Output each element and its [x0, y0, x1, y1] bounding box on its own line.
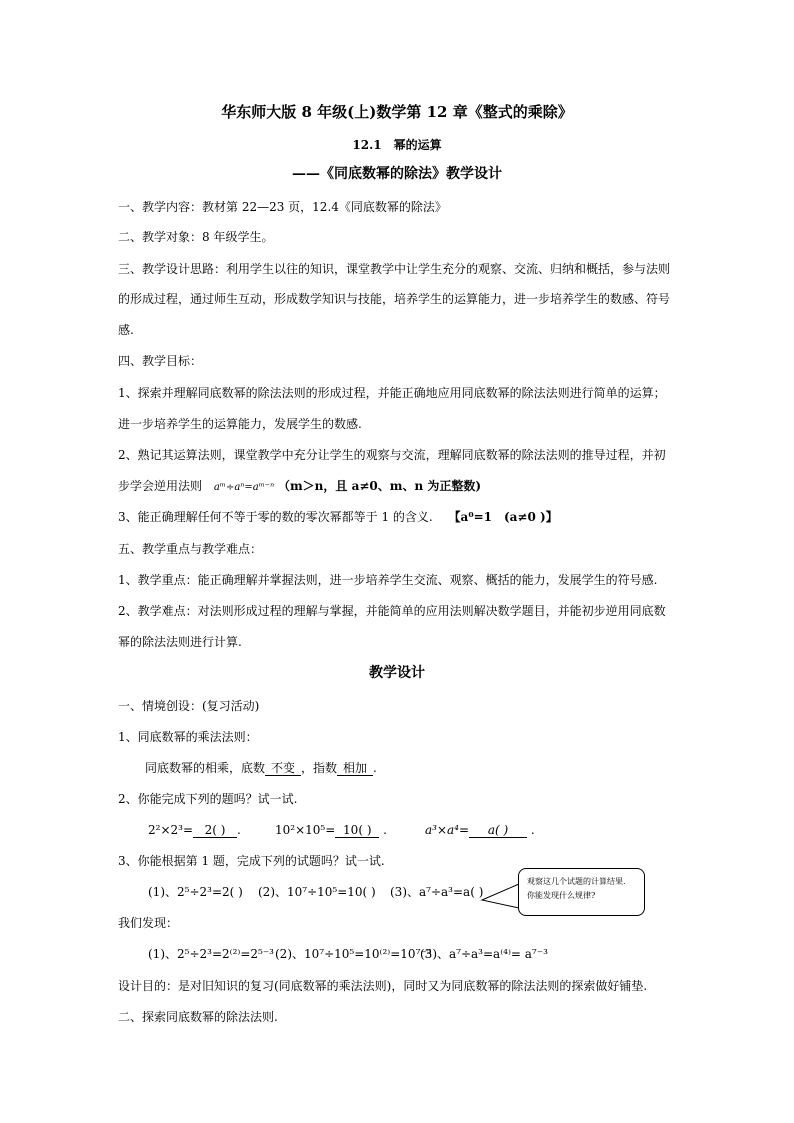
goal2-line1: 2、熟记其运算法则，课堂教学中充分让学生的观察与交流，理解同底数幂的除法法则的推导过程，并初 [118, 448, 666, 462]
exercise-c: a³×a⁴= a( ) . [425, 823, 535, 837]
goal2-prefix: 步学会逆用法则 [118, 479, 203, 493]
explore-heading: 二、探索同底数幂的除法法则. [118, 1010, 278, 1024]
goal3-formula: 【a⁰=1 (a≠0 )】 [448, 510, 558, 524]
q3-item-c: (3)、a⁷÷a³=a( ) [390, 885, 484, 899]
rule-text-d: . [373, 761, 377, 775]
exercise-b: 10²×10⁵= 10( ) . [275, 823, 387, 837]
found-item-a: (1)、2⁵÷2³=2⁽²⁾=2⁵⁻³ [148, 947, 274, 961]
document-title: 华东师大版 8 年级(上)数学第 12 章《整式的乘除》 [221, 103, 573, 121]
scenario-heading: 一、情境创设：(复习活动) [118, 699, 260, 713]
focus-difficulty-line2: 幂的除法法则进行计算. [118, 635, 242, 649]
rule-sentence [145, 761, 377, 776]
question2: 2、你能完成下列的题吗？试一试. [118, 792, 298, 806]
document-subtitle-lesson: ——《同底数幂的除法》教学设计 [292, 166, 502, 182]
goal1-line1: 1、探索并理解同底数幂的除法法则的形成过程，并能正确地应用同底数幂的除法法则进行简单的运算； [118, 386, 666, 400]
focus-key-point: 1、教学重点：能正确理解并掌握法则，进一步培养学生交流、观察、概括的能力，发展学生的符号感. [118, 573, 658, 587]
question1: 1、同底数幂的乘法法则： [118, 730, 258, 744]
callout-line2: 你能发现什么规律? [527, 891, 596, 900]
q3-item-b: (2)、10⁷÷10⁵=10( ) [258, 885, 376, 899]
teaching-object: 二、教学对象：8 年级学生。 [118, 230, 274, 244]
design-idea-line1: 三、教学设计思路：利用学生以往的知识，课堂教学中让学生充分的观察、交流、归纳和概括，参与法则 [118, 262, 671, 276]
rule-blank-exponent: 相加 [337, 761, 373, 776]
exercise-b-expr: 10²×10⁵= [275, 823, 336, 837]
rule-text-a: 同底数幂的相乘，底数 [145, 761, 266, 775]
callout-pointer [480, 882, 520, 922]
focus-difficulty-line1: 2、教学难点：对法则形成过程的理解与掌握，并能简单的应用法则解决数学题目，并能初步逆用同底数 [118, 604, 666, 618]
goal2-condition: （m＞n，且 a≠0、m、n 为正整数) [277, 479, 482, 493]
exercise-c-answer: a( ) [469, 823, 527, 838]
question3: 3、你能根据第 1 题，完成下列的试题吗？试一试. [118, 854, 385, 868]
exercise-c-expr: a³×a⁴= [425, 823, 470, 837]
exercise-a-expr: 2²×2³= [148, 823, 193, 837]
exercise-a-answer: 2( ) [193, 823, 237, 838]
q3-item-a: (1)、2⁵÷2³=2( ) [148, 885, 243, 899]
rule-blank-base: 不变 [265, 761, 301, 776]
design-idea-line2: 的形成过程，通过师生互动，形成数学知识与技能，培养学生的运算能力，进一步培养学生的数感、符号 [118, 292, 671, 306]
rule-text-c: ，指数 [301, 761, 338, 775]
goal1-line2: 进一步培养学生的运算能力，发展学生的数感. [118, 417, 362, 431]
goal3 [118, 510, 558, 524]
exercise-b-answer: 10( ) [335, 823, 379, 838]
found-item-b: (2)、10⁷÷10⁵=10⁽²⁾=10⁷⁻⁵ [275, 947, 432, 961]
callout-line1: 观察这几个试题的计算结果. [527, 877, 626, 886]
focus-heading: 五、教学重点与教学难点： [118, 542, 263, 556]
document-subtitle-section: 12.1 幂的运算 [352, 138, 442, 152]
section-title: 教学设计 [369, 665, 425, 681]
found-label: 我们发现： [118, 916, 179, 930]
goals-heading: 四、教学目标： [118, 354, 203, 368]
callout-bubble [518, 868, 645, 916]
exercise-a: 2²×2³= 2( ) . [148, 823, 241, 837]
goal2-line2 [118, 479, 481, 495]
goal3-text: 3、能正确理解任何不等于零的数的零次幂都等于 1 的含义. [118, 510, 433, 524]
design-purpose: 设计目的：是对旧知识的复习(同底数幂的乘法法则)，同时又为同底数幂的除法法则的探索做好铺垫. [118, 979, 648, 993]
design-idea-line3: 感. [118, 323, 134, 337]
goal2-formula: aᵐ÷aⁿ=aᵐ⁻ⁿ [213, 482, 275, 493]
teaching-content: 一、教学内容：教材第 22—23 页，12.4《同底数幂的除法》 [118, 200, 447, 214]
found-item-c: (3)、a⁷÷a³=a⁽⁴⁾= a⁷⁻³ [420, 947, 548, 961]
